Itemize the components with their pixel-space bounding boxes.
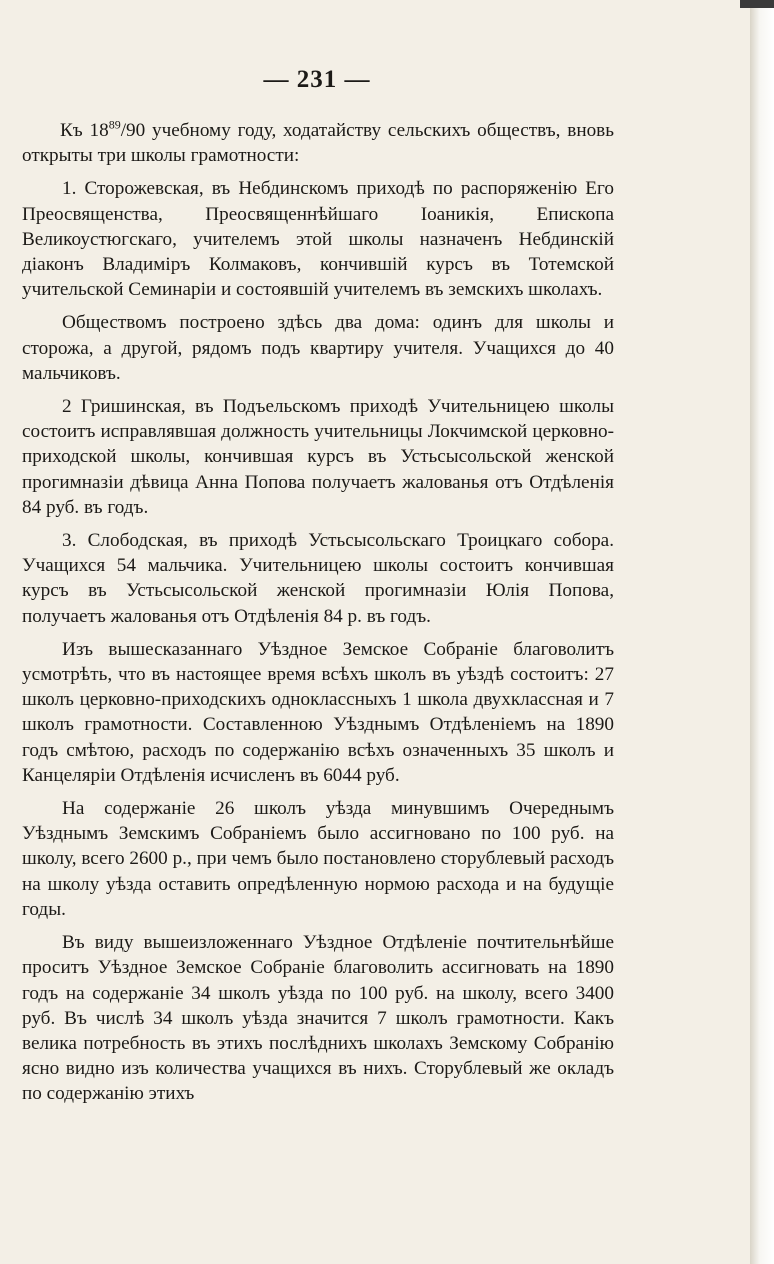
- intro-text-start: Къ 18: [60, 120, 109, 141]
- paragraph-school-count: Изъ вышесказаннаго Уѣздное Земское Собраніе благоволитъ усмотрѣть, что въ настоящее время всѣхъ школъ въ уѣздѣ состоитъ: 27 школъ церковно-приходскихъ одноклассныхъ 1 школа двухклассная и 7 школъ грамотности. Составленною Уѣзднымъ Отдѣленіемъ на 1890 годъ смѣтою, расходъ по содержанію всѣхъ означенныхъ 35 школъ и Канцеляріи Отдѣленія исчисленъ въ 6044 руб.: [22, 638, 614, 786]
- paragraph-storozhevskaya: 1. Сторожевская, въ Небдинскомъ приходѣ по распоряженію Его Преосвященства, Преосвященнѣйшаго Іоаникія, Епископа Великоустюгскаго, учителемъ этой школы назначенъ Небдинскій діаконъ Владиміръ Колмаковъ, кончившій курсъ въ Тотемской учительской Семинаріи и состоявшій учителемъ въ земскихъ школахъ.: [22, 178, 614, 301]
- paragraph-intro: [22, 118, 614, 168]
- paragraph-buildings: Обществомъ построено здѣсь два дома: одинъ для школы и сторожа, а другой, рядомъ подъ квартиру учителя. Учащихся до 40 мальчиковъ.: [22, 312, 614, 384]
- page-edge: [750, 0, 774, 1264]
- paragraph-request: Въ виду вышеизложеннаго Уѣздное Отдѣленіе почтительнѣйше проситъ Уѣздное Земское Собраніе благоволить ассигновать на 1890 годъ на содержаніе 34 школъ уѣзда по 100 руб. на школу, всего 3400 руб. Въ числѣ 34 школъ уѣзда значится 7 школъ грамотности. Какъ велика потребность въ этихъ послѣднихъ школахъ Земскому Собранію ясно видно изъ количества учащихся въ нихъ. Сторублевый же окладъ по содержанію этихъ: [22, 932, 614, 1105]
- page-number: — 231 —: [263, 66, 371, 93]
- paragraph-slobodskaya: 3. Слободская, въ приходѣ Устьсысольскаго Троицкаго собора. Учащихся 54 мальчика. Учительницею школы состоитъ кончившая курсъ въ Устьсысольской женской прогимназіи Юлія Попова, получаетъ жалованья отъ Отдѣленія 84 р. въ годъ.: [22, 530, 614, 627]
- intro-text-end: /90 учебному году, ходатайству сельскихъ обществъ, вновь открыты три школы грамотности:: [22, 120, 614, 167]
- paragraph-assignment: На содержаніе 26 школъ уѣзда минувшимъ Очереднымъ Уѣзднымъ Земскимъ Собраніемъ было ассигновано по 100 руб. на школу, всего 2600 р., при чемъ было постановлено сторублевый расходъ на школу уѣзда оставить опредѣленную нормою расхода и на будущіе годы.: [22, 798, 614, 920]
- edge-mark: [740, 0, 774, 8]
- paragraph-grishinskaya: 2 Гришинская, въ Подъельскомъ приходѣ Учительницею школы состоитъ исправлявшая должность учительницы Локчимской церковно-приходской школы, кончившая курсъ въ Устьсысольской женской прогимназіи дѣвица Анна Попова получаетъ жалованья отъ Отдѣленія 84 руб. въ годъ.: [22, 396, 614, 518]
- year-superscript: 89: [108, 117, 121, 132]
- body-text: [22, 118, 614, 1115]
